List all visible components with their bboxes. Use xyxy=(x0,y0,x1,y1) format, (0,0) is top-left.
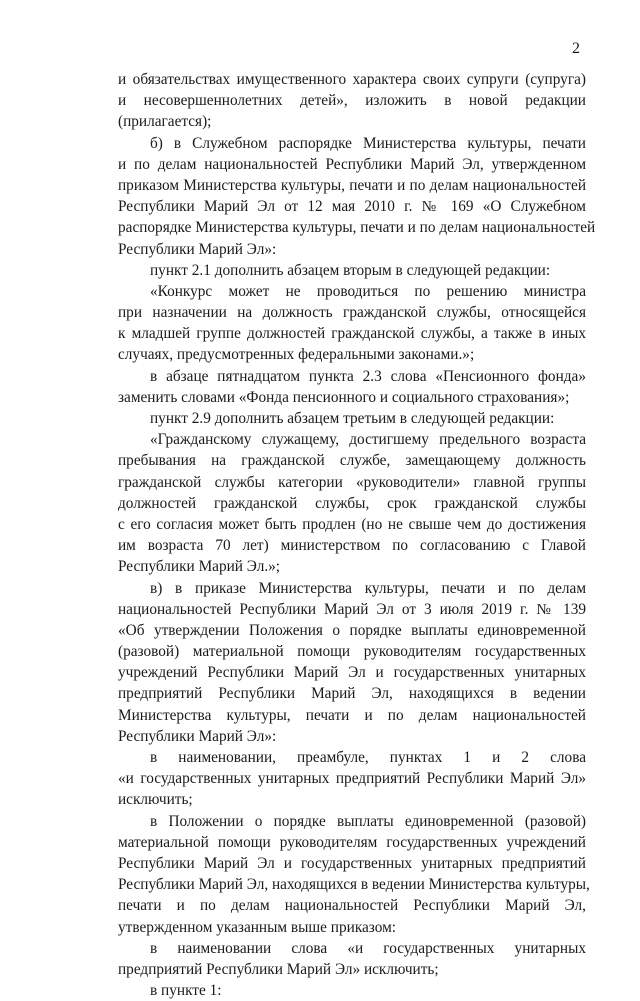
text-line: предприятий Республики Марий Эл, находящихся в ведении xyxy=(118,685,586,703)
text-line: Министерства культуры, печати и по делам национальностей xyxy=(118,706,586,724)
text-line: Республики Марий Эл, находящихся в ведении Министерства культуры, xyxy=(118,876,590,894)
text-line: им возраста 70 лет) министерством по согласованию с Главой xyxy=(118,537,586,555)
text-line: (прилагается); xyxy=(118,113,212,131)
text-line: случаях, предусмотренных федеральными законами.»; xyxy=(118,346,475,364)
text-line: пункт 2.1 дополнить абзацем вторым в следующей редакции: xyxy=(150,261,551,279)
text-line: «Гражданскому служащему, достигшему предельного возраста xyxy=(150,431,586,449)
text-line: «Об утверждении Положения о порядке выплаты единовременной xyxy=(118,621,586,639)
text-line: и несовершеннолетних детей», изложить в новой редакции xyxy=(118,92,586,110)
text-line: предприятий Республики Марий Эл» исключить; xyxy=(118,960,439,978)
text-line: Республики Марий Эл»: xyxy=(118,727,277,745)
text-line: пункт 2.9 дополнить абзацем третьим в следующей редакции: xyxy=(150,410,555,427)
text-line: распорядке Министерства культуры, печати и по делам национальностей xyxy=(118,219,596,237)
text-line: национальностей Республики Марий Эл от 3 июля 2019 г. № 139 xyxy=(118,600,586,618)
text-line: печати и по делам национальностей Республики Марий Эл, xyxy=(118,897,586,915)
text-line: заменить словами «Фонда пенсионного и социального страхования»; xyxy=(118,388,570,406)
text-line: материальной помощи руководителям государственных учреждений xyxy=(118,833,586,851)
text-line: б) в Служебном распорядке Министерства культуры, печати xyxy=(150,134,586,152)
text-line: (разовой) материальной помощи руководителям государственных xyxy=(118,643,586,661)
text-line: в Положении о порядке выплаты единовременной (разовой) xyxy=(150,812,586,830)
text-line: должностей гражданской службы, срок гражданской службы xyxy=(118,494,586,512)
text-line: учреждений Республики Марий Эл и государственных унитарных xyxy=(118,664,586,682)
text-line: в абзаце пятнадцатом пункта 2.3 слова «Пенсионного фонда» xyxy=(150,367,586,385)
text-line: «Конкурс может не проводиться по решению министра xyxy=(150,282,586,300)
text-line: при назначении на должность гражданской службы, относящейся xyxy=(118,304,586,322)
text-line: приказом Министерства культуры, печати и по делам национальностей xyxy=(118,176,586,194)
text-line: к младшей группе должностей гражданской службы, а также в иных xyxy=(118,325,586,343)
text-line: в наименовании, преамбуле, пунктах 1 и 2 слова xyxy=(150,749,586,766)
text-line: гражданской службы категории «руководители» главной группы xyxy=(118,473,586,491)
text-line: исключить; xyxy=(118,791,193,809)
page-number: 2 xyxy=(572,40,580,57)
text-line: с его согласия может быть продлен (но не свыше чем до достижения xyxy=(118,515,586,533)
text-line: Республики Марий Эл от 12 мая 2010 г. № 169 «О Служебном xyxy=(118,198,586,216)
text-line: Республики Марий Эл и государственных унитарных предприятий xyxy=(118,854,586,872)
text-line: Республики Марий Эл»: xyxy=(118,240,277,258)
text-line: в наименовании слова «и государственных унитарных xyxy=(150,939,586,957)
text-line: утвержденном указанным выше приказом: xyxy=(118,918,397,936)
text-line: Республики Марий Эл.»; xyxy=(118,558,281,576)
text-line: и обязательствах имущественного характера своих супруги (супруга) xyxy=(118,71,586,88)
document-body xyxy=(118,69,596,1001)
text-line: в пункте 1: xyxy=(150,982,222,1000)
text-line: в) в приказе Министерства культуры, печати и по делам xyxy=(150,579,586,597)
text-line: и по делам национальностей Республики Марий Эл, утвержденном xyxy=(118,155,586,173)
text-line: «и государственных унитарных предприятий Республики Марий Эл» xyxy=(118,770,586,788)
text-line: пребывания на гражданской службе, замещающему должность xyxy=(118,452,586,470)
